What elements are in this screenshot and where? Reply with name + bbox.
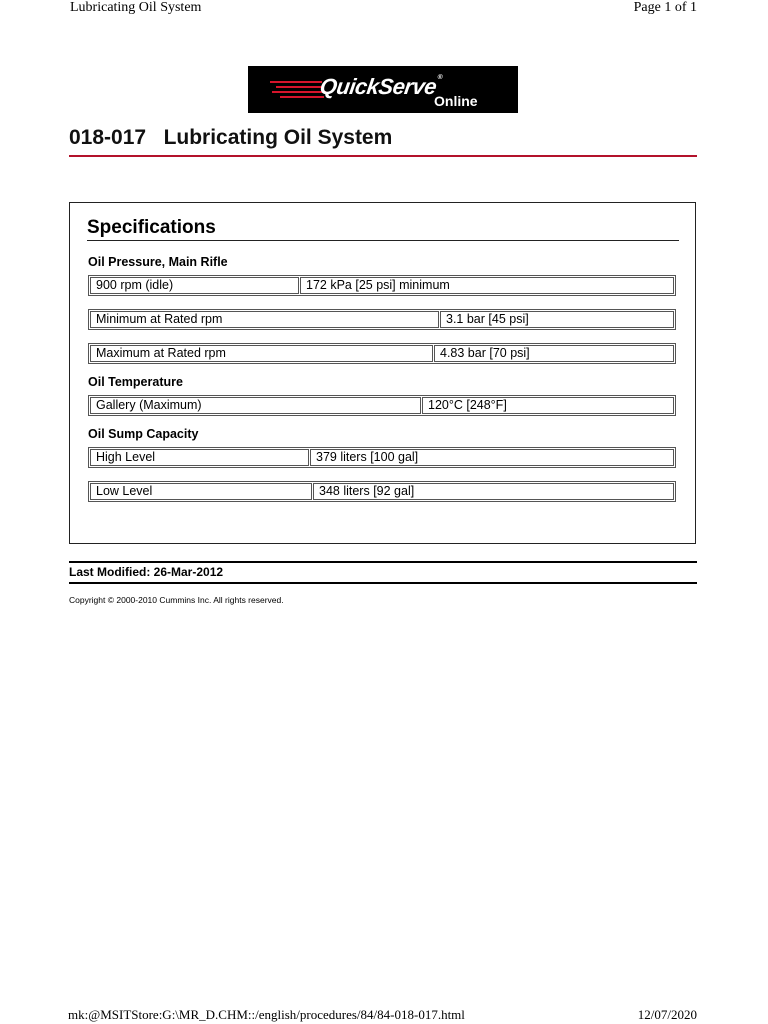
- specifications-divider: [87, 240, 679, 241]
- spec-row-value: 172 kPa [25 psi] minimum: [300, 277, 674, 294]
- section-label-oil-temperature: Oil Temperature: [88, 375, 183, 389]
- title-divider: [69, 155, 697, 157]
- last-modified-bottom-rule: [69, 582, 697, 584]
- spec-row: [88, 343, 676, 364]
- spec-row-label: High Level: [90, 449, 309, 466]
- last-modified-top-rule: [69, 561, 697, 563]
- section-label-oil-pressure: Oil Pressure, Main Rifle: [88, 255, 228, 269]
- spec-row: [88, 447, 676, 468]
- logo-wordmark: [318, 74, 442, 100]
- logo-registered-mark: ®: [436, 74, 443, 81]
- copyright-notice: Copyright © 2000-2010 Cummins Inc. All rights reserved.: [69, 595, 284, 605]
- print-date: 12/07/2020: [637, 1007, 697, 1022]
- spec-row-label: Low Level: [90, 483, 312, 500]
- spec-row: [88, 309, 676, 330]
- last-modified: Last Modified: 26-Mar-2012: [69, 565, 224, 579]
- spec-row-value: 348 liters [92 gal]: [313, 483, 674, 500]
- spec-row: [88, 275, 676, 296]
- source-url: mk:@MSITStore:G:\MR_D.CHM::/english/procedures/84/84-018-017.html: [68, 1007, 465, 1022]
- spec-row-value: 4.83 bar [70 psi]: [434, 345, 674, 362]
- page-number: Page 1 of 1: [633, 0, 697, 15]
- spec-row-label: Maximum at Rated rpm: [90, 345, 433, 362]
- page-title: 018-017 Lubricating Oil System: [69, 126, 393, 149]
- spec-row-label: 900 rpm (idle): [90, 277, 299, 294]
- spec-row-label: Minimum at Rated rpm: [90, 311, 439, 328]
- page-header-title: Lubricating Oil System: [70, 0, 202, 15]
- spec-row: [88, 395, 676, 416]
- logo-name: QuickServe: [318, 74, 438, 99]
- logo-subtitle: Online: [434, 93, 478, 109]
- quickserve-logo: [248, 66, 518, 113]
- specifications-heading: Specifications: [87, 217, 216, 238]
- section-label-oil-sump: Oil Sump Capacity: [88, 427, 199, 441]
- spec-row: [88, 481, 676, 502]
- spec-row-value: 120°C [248°F]: [422, 397, 674, 414]
- spec-row-value: 379 liters [100 gal]: [310, 449, 674, 466]
- spec-row-label: Gallery (Maximum): [90, 397, 421, 414]
- spec-row-value: 3.1 bar [45 psi]: [440, 311, 674, 328]
